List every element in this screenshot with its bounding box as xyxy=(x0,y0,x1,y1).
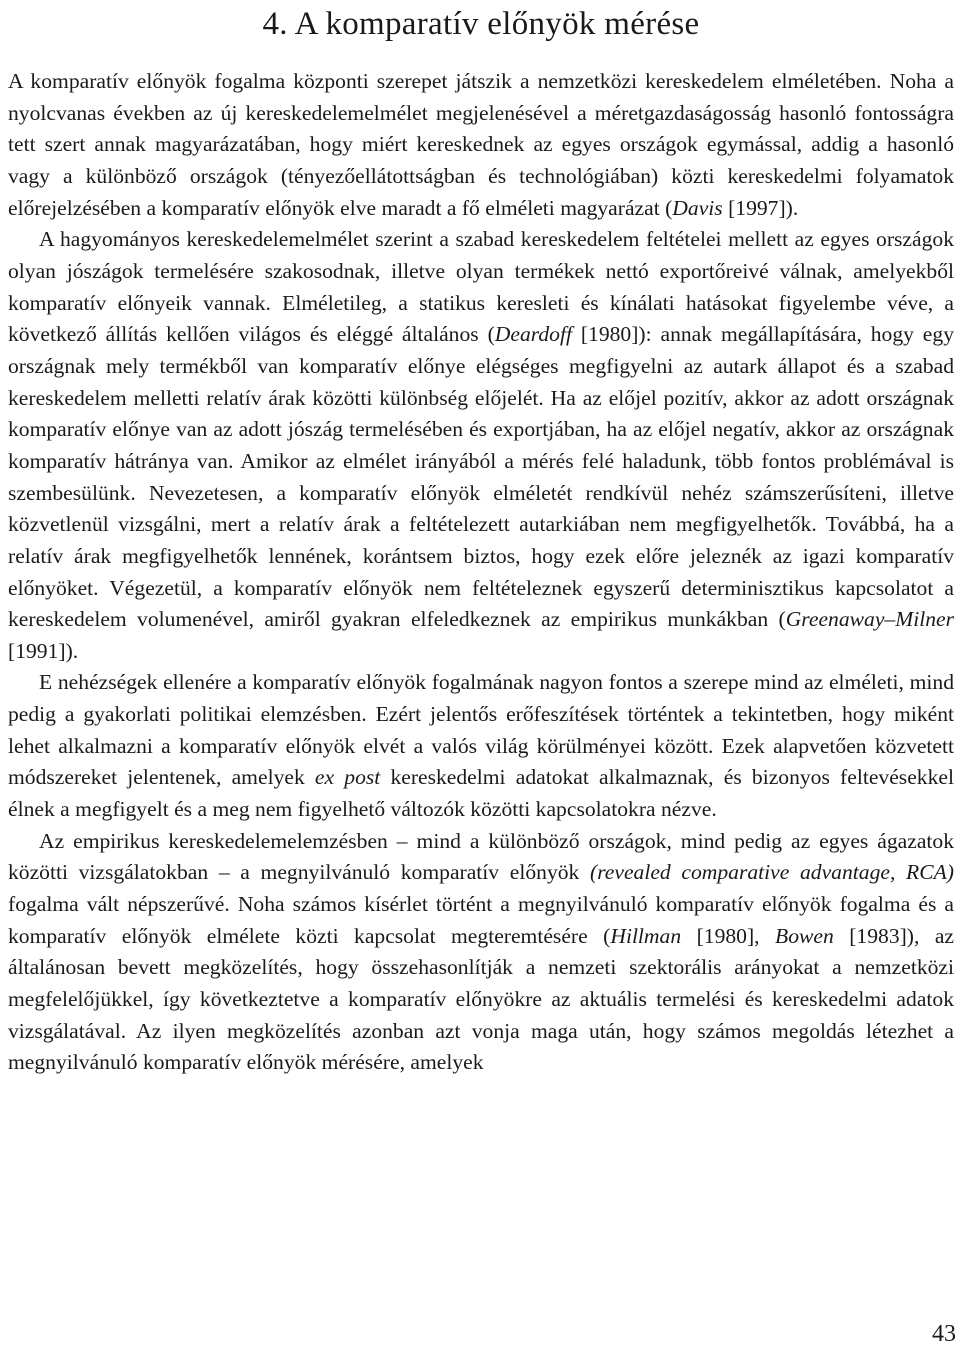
section-title: 4. A komparatív előnyök mérése xyxy=(262,6,700,42)
document-page xyxy=(8,0,954,1079)
paragraph-text: Az empirikus kereskedelemelemzésben – mind a különböző országok, mind pedig az egyes ágazatok közötti vizsgálatokban – a megnyilvánuló komparatív előnyök xyxy=(8,828,954,885)
paragraph-difficulties xyxy=(8,667,954,825)
citation-author: Deardoff xyxy=(494,322,572,347)
citation-author: Bowen xyxy=(775,923,834,948)
term-rca: (revealed comparative advantage, RCA) xyxy=(590,860,954,885)
paragraph-text: [1997]). xyxy=(722,195,799,220)
paragraph-intro xyxy=(8,66,954,224)
paragraph-text: [1980]): annak megállapítására, hogy egy országnak mely termékből van komparatív előnye elégséges megfigyelni az autark állapot és a szabad kereskedelem melletti relatív árak közötti különbség előjelét. Ha az előjel pozitív, akkor az adott országnak komparatív előnye van az adott jószág termelésében és exportjában, ha az előjel negatív, akkor az országnak komparatív hátránya van. Amikor az elmélet irányából a mérés felé haladunk, több fontos problémával is szembesülünk. Nevezetesen, a komparatív előnyök elméletét rendkívül nehéz számszerűsíteni, illetve közvetlenül vizsgálni, mert a relatív árak a feltételezett autarkiában nem megfigyelhetők. Továbbá, ha a relatív árak megfigyelhetők lennének, korántsem biztos, hogy ezek előre jeleznék az igazi komparatív előnyöket. Végezetül, a komparatív előnyök nem feltételeznek egyszerű determinisztikus kapcsolatot a kereskedelem volumenével, amiről gyakran elfeledkeznek az empirikus munkákban ( xyxy=(8,322,954,632)
paragraph-text: kereskedelmi adatokat alkalmaznak, és bizonyos feltevésekkel élnek a megfigyelt és a meg nem figyelhető változók közötti kapcsolatokra nézve. xyxy=(8,765,954,822)
paragraph-rca xyxy=(8,826,954,1079)
paragraph-text: [1991]). xyxy=(8,638,79,663)
citation-author: Hillman xyxy=(610,923,682,948)
paragraph-text: E nehézségek ellenére a komparatív előnyök fogalmának nagyon fontos a szerepe mind az elméleti, mind pedig a gyakorlati politikai elemzésben. Ezért jelentős erőfeszítések történtek a tekintetben, hogy miként lehet alkalmazni a komparatív előnyök elvét a valós világ körülményei között. Ezek alapvetően közvetett módszereket jelentenek, amelyek xyxy=(8,670,954,790)
paragraph-text: fogalma vált népszerűvé. Noha számos kísérlet történt a megnyilvánuló komparatív előnyök fogalma és a komparatív előnyök elmélete közti kapcsolat megteremtésére ( xyxy=(8,892,954,948)
page-number: 43 xyxy=(932,1321,956,1347)
citation-author: Davis xyxy=(672,195,723,220)
paragraph-text: [1980], xyxy=(681,923,775,948)
paragraph-text: A komparatív előnyök fogalma központi szerepet játszik a nemzetközi kereskedelem elméletében. Noha a nyolcvanas években az új kereskedelemelmélet megjelenésével a méretgazdaságosság hasonló fontosságra tett szert annak magyarázatában, hogy miért kereskednek az egyes országok egymással, addig a hasonló vagy a különböző országok (tényezőellátottságban és technológiában) közti kereskedelmi folyamatok előrejelzésében a komparatív előnyök elve maradt a fő elméleti magyarázat ( xyxy=(8,69,954,220)
paragraph-theory xyxy=(8,224,954,667)
paragraph-text: A hagyományos kereskedelemelmélet szerint a szabad kereskedelem feltételei mellett az egyes országok olyan jószágok termelésére szakosodnak, illetve olyan termékek nettó exportőreivé válnak, amelyekből komparatív előnyeik vannak. Elméletileg, a statikus keresleti és kínálati hatásokat figyelembe véve, a következő állítás kellően világos és eléggé általános ( xyxy=(8,227,954,347)
latin-term: ex post xyxy=(314,765,381,790)
paragraph-text: [1983]), az általánosan bevett megközelítés, hogy összehasonlítják a nemzeti szektorális arányokat a nemzetközi megfelelőjükkel, így következtetve a komparatív előnyökre az aktuális termelési és kereskedelmi adatok vizsgálatával. Az ilyen megközelítés azonban azt vonja maga után, hogy számos megoldás létezhet a megnyilvánuló komparatív előnyök mérésére, amelyek xyxy=(8,923,955,1075)
citation-author: Greenaway–Milner xyxy=(785,607,954,632)
body-text xyxy=(8,66,954,1079)
